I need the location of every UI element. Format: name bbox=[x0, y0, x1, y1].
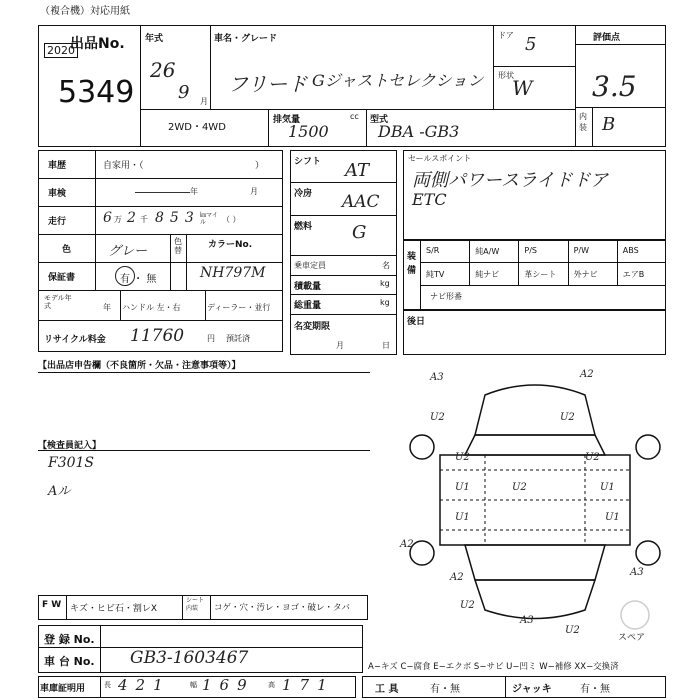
grade-label: 評価点 bbox=[593, 33, 621, 43]
navi-label: ナビ形番 bbox=[430, 292, 462, 301]
info-table bbox=[38, 150, 283, 352]
warranty-options: 有 ・ 無 bbox=[120, 274, 157, 285]
inspector-line2: Aル bbox=[48, 484, 71, 499]
damage-mark: U1 bbox=[455, 512, 470, 523]
door-label: ドア bbox=[498, 31, 514, 40]
fw-text: キズ・ヒビ石・割レX bbox=[70, 604, 157, 614]
handle-options: ハンドル 左・右 bbox=[122, 303, 181, 312]
year-value: 26 bbox=[150, 58, 176, 82]
inspection-unit: 月 bbox=[250, 187, 258, 196]
shape-value: W bbox=[512, 76, 533, 100]
fw-seat-label: シート内装 bbox=[186, 597, 205, 612]
size-width: 169 bbox=[202, 676, 255, 694]
capacity-label: 乗車定員 bbox=[294, 261, 326, 270]
damage-mark: A2 bbox=[450, 572, 464, 583]
mileage-sen: 2 bbox=[127, 210, 136, 226]
damage-mark: U1 bbox=[455, 482, 470, 493]
equipment-item: 純TV bbox=[426, 270, 445, 279]
load-unit: kg bbox=[380, 279, 390, 288]
shift-label: シフト bbox=[294, 157, 322, 167]
type-label: 型式 bbox=[370, 115, 389, 125]
car-trunk-outline bbox=[475, 580, 595, 619]
damage-mark: U2 bbox=[560, 412, 575, 423]
month-value: 9 bbox=[178, 82, 190, 103]
color-label: 色 bbox=[62, 245, 72, 255]
size-height: 171 bbox=[282, 676, 335, 694]
damage-mark: A2 bbox=[580, 369, 594, 380]
mileage-rest: 853 bbox=[155, 210, 200, 226]
spare-wheel bbox=[621, 601, 649, 629]
fuel-label: 燃料 bbox=[294, 222, 313, 232]
history-label: 車歴 bbox=[48, 161, 67, 171]
lot-number: 5349 bbox=[58, 75, 135, 110]
wheel-rear-left bbox=[410, 541, 434, 565]
after-box bbox=[403, 310, 666, 355]
history-value: 自家用・（ bbox=[103, 161, 144, 171]
model-label: 車名・グレード bbox=[214, 34, 278, 44]
model-name: フリード bbox=[228, 72, 308, 96]
tools-value: 有・無 bbox=[430, 684, 460, 695]
damage-mark: A3 bbox=[630, 567, 644, 578]
car-rear-window-outline bbox=[465, 545, 605, 580]
aircon-value: AAC bbox=[342, 192, 380, 212]
year-label: 年式 bbox=[145, 34, 164, 44]
grade-score: 3.5 bbox=[592, 70, 637, 103]
warranty-label: 保証書 bbox=[48, 273, 76, 283]
sales-point-line1: 両側パワースライドドア bbox=[412, 170, 609, 191]
car-diagram bbox=[400, 365, 670, 643]
color-code-label: カラーNo. bbox=[208, 240, 253, 250]
recycle-note: 預託済 bbox=[226, 334, 250, 343]
mileage-label: 走行 bbox=[48, 217, 67, 227]
damage-mark: U2 bbox=[455, 452, 470, 463]
inspection-value: 年 bbox=[190, 187, 198, 196]
sales-point-line2: ETC bbox=[412, 190, 447, 209]
jack-value: 有・無 bbox=[580, 684, 610, 695]
wheel-front-left bbox=[410, 435, 434, 459]
inspection-label: 車検 bbox=[48, 189, 67, 199]
capacity-unit: 名 bbox=[382, 261, 390, 270]
mileage-man: 6 bbox=[103, 210, 112, 226]
size-length: 421 bbox=[118, 676, 171, 694]
interior-label: 内装 bbox=[579, 112, 587, 132]
sales-point-label: セールスポイント bbox=[408, 154, 472, 163]
lot-year-tag: 2020 bbox=[44, 43, 78, 58]
history-close: ） bbox=[255, 161, 265, 171]
equipment-item: エアB bbox=[622, 270, 645, 279]
displacement-unit: cc bbox=[350, 112, 359, 121]
wheel-rear-right bbox=[636, 541, 660, 565]
damage-mark: U1 bbox=[600, 482, 615, 493]
damage-mark: U2 bbox=[565, 625, 580, 636]
mileage-unit: ㎞マイル bbox=[200, 212, 218, 226]
model-year-label: モデル年式 bbox=[44, 294, 72, 310]
lot-label: 出品No. bbox=[70, 36, 125, 52]
damage-mark: U2 bbox=[460, 600, 475, 611]
damage-mark: U2 bbox=[512, 482, 527, 493]
equipment-item: 革シート bbox=[524, 270, 557, 279]
equipment-item: ABS bbox=[622, 246, 639, 255]
damage-mark: A2 bbox=[400, 539, 414, 550]
registration-label: 登 録 No. bbox=[44, 633, 95, 646]
after-label: 後日 bbox=[407, 317, 426, 327]
damage-mark: A3 bbox=[430, 372, 444, 383]
shape-label: 形状 bbox=[498, 71, 514, 80]
damage-mark: U2 bbox=[430, 412, 445, 423]
fw-label: F W bbox=[42, 600, 62, 610]
damage-mark: U2 bbox=[585, 452, 600, 463]
month-unit: 月 bbox=[200, 97, 208, 106]
size-length-label: 長 bbox=[104, 681, 111, 689]
recycle-value: 11760 bbox=[130, 326, 185, 346]
equipment-item: P/S bbox=[524, 246, 537, 255]
fw-options: コゲ・穴・汚レ・ヨゴ・破レ・タバ bbox=[214, 603, 350, 613]
equipment-item: S/R bbox=[426, 246, 440, 255]
type-value: DBA -GB3 bbox=[378, 122, 460, 141]
chassis-label: 車 台 No. bbox=[44, 655, 95, 668]
door-value: 5 bbox=[525, 34, 537, 55]
displacement-label: 排気量 bbox=[273, 115, 301, 125]
car-body-outline bbox=[440, 455, 630, 545]
form-note: （複合機）対応用紙 bbox=[40, 6, 130, 17]
name-change-day: 日 bbox=[382, 341, 390, 350]
size-width-label: 幅 bbox=[190, 681, 197, 689]
name-change-label: 名変期限 bbox=[294, 322, 331, 332]
equipment-item: 外ナビ bbox=[573, 270, 598, 279]
inspector-line1: F301S bbox=[48, 455, 95, 471]
mileage-sen-unit: 千 bbox=[140, 215, 148, 224]
weight-label: 総重量 bbox=[294, 301, 322, 311]
damage-mark: A3 bbox=[520, 615, 534, 626]
fuel-value: G bbox=[352, 222, 367, 243]
mileage-paren: （ ） bbox=[222, 215, 241, 224]
size-label: 車庫証明用 bbox=[40, 684, 86, 694]
car-hood-outline bbox=[475, 385, 595, 435]
model-grade: Gジャストセレクション bbox=[312, 71, 484, 90]
damage-mark: U1 bbox=[605, 512, 620, 523]
chassis-value: GB3-1603467 bbox=[130, 648, 249, 668]
name-change-month: 月 bbox=[336, 341, 344, 350]
recycle-label: リサイクル料金 bbox=[44, 335, 106, 345]
color-change-label: 色替 bbox=[174, 237, 182, 255]
inspector-notes-label: 【検査員記入】 bbox=[38, 441, 102, 451]
mileage-man-unit: 万 bbox=[114, 215, 122, 224]
equipment-item: P/W bbox=[573, 246, 590, 255]
wheel-front-right bbox=[636, 435, 660, 459]
displacement-value: 1500 bbox=[288, 122, 329, 141]
jack-label: ジャッキ bbox=[512, 684, 552, 695]
tools-label: 工 具 bbox=[375, 684, 399, 695]
equipment-item: 純A/W bbox=[475, 247, 500, 256]
spare-label: スペア bbox=[618, 633, 646, 643]
aircon-label: 冷房 bbox=[294, 189, 313, 199]
equipment-label: 装備 bbox=[407, 252, 417, 276]
shift-value: AT bbox=[345, 160, 370, 181]
drive-options: 2WD・4WD bbox=[168, 122, 226, 133]
color-code: NH797M bbox=[200, 265, 266, 281]
seller-notes-label: 【出品店申告欄（不良箇所・欠品・注意事項等）】 bbox=[38, 361, 241, 371]
equipment-item: 純ナビ bbox=[475, 270, 500, 279]
car-windshield-outline bbox=[465, 435, 605, 455]
dealer-options: ディーラー・並行 bbox=[207, 303, 271, 312]
weight-unit: kg bbox=[380, 298, 390, 307]
model-year-suffix: 年 bbox=[103, 303, 111, 312]
interior-value: B bbox=[602, 114, 616, 135]
load-label: 積載量 bbox=[294, 282, 322, 292]
size-height-label: 高 bbox=[268, 681, 275, 689]
damage-legend: A−キズ C−腐食 E−エクボ S−サビ U−凹ミ W−補修 XX−交換済 bbox=[368, 662, 619, 672]
color-value: グレー bbox=[108, 244, 148, 259]
recycle-unit: 円 bbox=[207, 334, 215, 343]
